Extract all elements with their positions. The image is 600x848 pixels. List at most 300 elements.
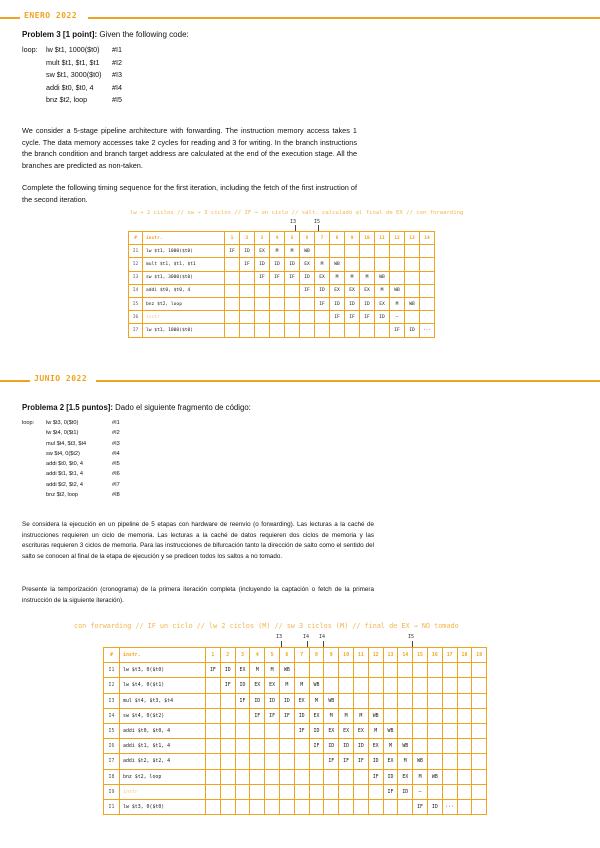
stage-cell: WB xyxy=(398,739,413,754)
stage-cell xyxy=(250,799,265,814)
row-num: I8 xyxy=(104,769,120,784)
stage-cell xyxy=(315,324,330,337)
stage-cell xyxy=(339,769,354,784)
stage-cell xyxy=(270,324,285,337)
stage-cell xyxy=(375,245,390,258)
stage-cell: EX xyxy=(294,693,309,708)
stage-cell xyxy=(225,271,240,284)
code-instruction: addi $t2, $t2, 4 xyxy=(46,481,84,488)
stage-cell: ID xyxy=(294,708,309,723)
stage-cell xyxy=(360,324,375,337)
code-block-junio xyxy=(22,418,120,500)
stage-cell xyxy=(235,784,250,799)
stage-cell: M xyxy=(368,723,383,738)
row-instruction: addi $t0, $t0, 4 xyxy=(143,284,225,297)
stage-cell xyxy=(405,284,420,297)
code-instruction: lw $t1, 1000($t0) xyxy=(46,45,100,54)
stage-cell: EX xyxy=(398,769,413,784)
stage-cell xyxy=(368,799,383,814)
stage-cell xyxy=(324,769,339,784)
stage-cell xyxy=(279,799,294,814)
stage-cell: WB xyxy=(368,708,383,723)
stage-cell: M xyxy=(339,708,354,723)
header-cycle: 4 xyxy=(270,232,285,245)
stage-cell xyxy=(390,271,405,284)
row-instruction: addi $t2, $t2, 4 xyxy=(120,754,206,769)
stage-cell: EX xyxy=(368,739,383,754)
stage-cell: ID xyxy=(285,258,300,271)
stage-cell xyxy=(472,693,487,708)
stage-cell xyxy=(457,784,472,799)
stage-cell xyxy=(368,678,383,693)
stage-cell xyxy=(206,723,221,738)
stage-cell: WB xyxy=(279,663,294,678)
header-cycle: 2 xyxy=(240,232,255,245)
header-cycle: 19 xyxy=(472,648,487,663)
stage-cell xyxy=(390,245,405,258)
stage-cell: ID xyxy=(235,678,250,693)
stage-cell xyxy=(279,769,294,784)
stage-cell: M xyxy=(279,678,294,693)
header-cycle: 5 xyxy=(265,648,280,663)
table-row xyxy=(104,708,487,723)
stage-cell xyxy=(442,708,457,723)
code-line xyxy=(22,94,122,107)
stage-cell xyxy=(225,258,240,271)
stage-cell: ID xyxy=(368,754,383,769)
stage-cell xyxy=(255,284,270,297)
header-cycle: 18 xyxy=(457,648,472,663)
stage-cell xyxy=(398,708,413,723)
instructions-enero: Complete the following timing sequence for the first iteration, including the fetch of the first instruction of the second iteration. xyxy=(22,183,357,204)
stage-cell: EX xyxy=(330,284,345,297)
marker-i5: I5 xyxy=(314,219,321,225)
stage-cell xyxy=(324,784,339,799)
section-junio xyxy=(0,374,600,386)
problem-title-junio xyxy=(22,403,251,412)
header-cycle: 7 xyxy=(294,648,309,663)
row-num: I6 xyxy=(104,739,120,754)
stage-cell: EX xyxy=(345,284,360,297)
row-instruction: addi $t0, $t0, 4 xyxy=(120,723,206,738)
stage-cell: IF xyxy=(300,284,315,297)
code-label: loop: xyxy=(22,45,38,54)
stage-cell xyxy=(472,784,487,799)
stage-cell: IF xyxy=(330,311,345,324)
stage-cell xyxy=(442,678,457,693)
stage-cell xyxy=(420,271,435,284)
stage-cell: M xyxy=(324,708,339,723)
stage-cell xyxy=(339,784,354,799)
stage-cell xyxy=(300,324,315,337)
description-junio: Se considera la ejecución en un pipeline de 5 etapas con hardware de reenvío (o forwarding). Las lecturas a la caché de instrucciones requieren un ciclo de memoria. Las lecturas a la caché de datos requieren dos ciclos de memoria y las escrituras requieren 3 ciclos de memoria. Para las instrucciones de bifurcación tanto la dirección de salto como el sentido del salto se conocen al final de la etapa de ejecución y se predicen todos los saltos a no tomado. xyxy=(22,521,374,560)
header-instr: instr. xyxy=(120,648,206,663)
code-line xyxy=(22,418,120,428)
stage-cell: ··· xyxy=(420,324,435,337)
stage-cell xyxy=(265,723,280,738)
code-label xyxy=(22,490,46,500)
stage-cell: WB xyxy=(383,723,398,738)
row-instruction: instr xyxy=(120,784,206,799)
stage-cell xyxy=(472,663,487,678)
stage-cell: EX xyxy=(324,723,339,738)
stage-cell xyxy=(427,723,442,738)
code-tag: #I2 xyxy=(112,57,122,67)
stage-cell xyxy=(420,258,435,271)
code-label xyxy=(22,449,46,459)
stage-cell: EX xyxy=(375,297,390,310)
header-cycle: 6 xyxy=(300,232,315,245)
stage-cell xyxy=(353,784,368,799)
stage-cell xyxy=(309,799,324,814)
stage-cell xyxy=(255,324,270,337)
code-label xyxy=(22,459,46,469)
stage-cell xyxy=(353,769,368,784)
stage-cell: M xyxy=(360,271,375,284)
code-tag: #I5 xyxy=(112,461,120,468)
stage-cell: ID xyxy=(270,258,285,271)
stage-cell xyxy=(265,799,280,814)
stage-cell: EX xyxy=(250,678,265,693)
stage-cell: M xyxy=(315,258,330,271)
stage-cell xyxy=(315,245,330,258)
stage-cell xyxy=(472,754,487,769)
stage-cell xyxy=(270,311,285,324)
code-instruction: addi $t0, $t0, 4 xyxy=(46,82,94,92)
stage-cell xyxy=(442,723,457,738)
stage-cell xyxy=(220,784,235,799)
stage-cell: IF xyxy=(279,708,294,723)
stage-cell xyxy=(457,769,472,784)
problem-title-bold: Problema 2 [1.5 puntos]: xyxy=(22,403,113,412)
stage-cell xyxy=(442,663,457,678)
stage-cell xyxy=(315,311,330,324)
marker-i4: I4 xyxy=(303,634,310,640)
stage-cell xyxy=(353,799,368,814)
stage-cell xyxy=(240,311,255,324)
code-label xyxy=(22,94,46,107)
stage-cell xyxy=(457,663,472,678)
stage-cell: IF xyxy=(265,708,280,723)
stage-cell xyxy=(240,271,255,284)
stage-cell xyxy=(220,769,235,784)
table-row xyxy=(129,284,435,297)
stage-cell xyxy=(250,754,265,769)
stage-cell: IF xyxy=(368,769,383,784)
stage-cell: M xyxy=(383,739,398,754)
stage-cell xyxy=(339,678,354,693)
stage-cell xyxy=(235,754,250,769)
stage-cell xyxy=(220,799,235,814)
stage-cell: M xyxy=(265,663,280,678)
row-instruction: bnz $t2, loop xyxy=(143,297,225,310)
stage-cell xyxy=(339,693,354,708)
row-num: I5 xyxy=(129,297,143,310)
stage-cell: IF xyxy=(235,693,250,708)
stage-cell xyxy=(420,245,435,258)
stage-cell: ID xyxy=(255,258,270,271)
header-cycle: 1 xyxy=(225,232,240,245)
stage-cell xyxy=(427,708,442,723)
stage-cell: IF xyxy=(240,258,255,271)
stage-cell xyxy=(398,723,413,738)
row-num: I4 xyxy=(129,284,143,297)
stage-cell: ID xyxy=(265,693,280,708)
stage-cell: ID xyxy=(315,284,330,297)
code-tag: #I1 xyxy=(112,420,120,426)
stage-cell: EX xyxy=(383,754,398,769)
stage-cell: WB xyxy=(324,693,339,708)
code-label xyxy=(22,69,46,82)
stage-cell xyxy=(420,284,435,297)
code-instruction: addi $t0, $t0, 4 xyxy=(46,461,84,468)
stage-cell xyxy=(294,769,309,784)
stage-cell: IF xyxy=(270,271,285,284)
stage-cell xyxy=(405,258,420,271)
stage-cell: ID xyxy=(330,297,345,310)
row-num: I1 xyxy=(104,663,120,678)
section-enero xyxy=(0,11,600,23)
marker-i3: I3 xyxy=(276,634,283,640)
code-instruction: mult $t1, $t1, $t1 xyxy=(46,57,100,67)
code-tag: #I2 xyxy=(112,430,120,437)
stage-cell: M xyxy=(250,663,265,678)
stage-cell xyxy=(457,754,472,769)
stage-cell xyxy=(339,799,354,814)
row-instruction: mul $t4, $t3, $t4 xyxy=(120,693,206,708)
stage-cell xyxy=(206,769,221,784)
stage-cell xyxy=(225,324,240,337)
stage-cell xyxy=(413,693,428,708)
stage-cell: ID xyxy=(324,739,339,754)
header-cycle: 8 xyxy=(309,648,324,663)
stage-cell: IF xyxy=(339,754,354,769)
table-row xyxy=(129,311,435,324)
stage-cell xyxy=(324,678,339,693)
stage-cell: ID xyxy=(427,799,442,814)
table-row xyxy=(104,769,487,784)
stage-cell xyxy=(398,693,413,708)
row-num: I1 xyxy=(129,245,143,258)
stage-cell: IF xyxy=(390,324,405,337)
stage-cell xyxy=(413,739,428,754)
stage-cell: M xyxy=(330,271,345,284)
stage-cell: ID xyxy=(220,663,235,678)
stage-cell xyxy=(405,311,420,324)
code-tag: #I5 xyxy=(112,95,122,105)
stage-cell xyxy=(405,271,420,284)
stage-cell: EX xyxy=(255,245,270,258)
row-num: I1 xyxy=(104,799,120,814)
code-instruction: lw $t3, 0($t0) xyxy=(46,420,79,426)
stage-cell xyxy=(235,723,250,738)
header-cycle: 10 xyxy=(360,232,375,245)
problem-title-rest: Given the following code: xyxy=(97,30,189,39)
header-cycle: 8 xyxy=(330,232,345,245)
code-tag: #I1 xyxy=(112,45,122,54)
row-instruction: instr xyxy=(143,311,225,324)
header-cycle: 9 xyxy=(324,648,339,663)
stage-cell xyxy=(206,693,221,708)
table-row xyxy=(104,663,487,678)
stage-cell xyxy=(285,324,300,337)
stage-cell xyxy=(353,693,368,708)
stage-cell: ID xyxy=(375,311,390,324)
code-instruction: sw $t1, 3000($t0) xyxy=(46,70,102,80)
header-cycle: 9 xyxy=(345,232,360,245)
stage-cell xyxy=(324,663,339,678)
table-row xyxy=(104,754,487,769)
stage-cell xyxy=(457,708,472,723)
header-cycle: 14 xyxy=(398,648,413,663)
stage-cell xyxy=(390,258,405,271)
stage-cell xyxy=(309,754,324,769)
marker-i5: I5 xyxy=(408,634,415,640)
header-cycle: 3 xyxy=(255,232,270,245)
stage-cell xyxy=(442,754,457,769)
row-num: I4 xyxy=(104,708,120,723)
stage-cell xyxy=(309,769,324,784)
table-row xyxy=(129,324,435,337)
stage-cell xyxy=(235,769,250,784)
header-cycle: 16 xyxy=(427,648,442,663)
stage-cell: IF xyxy=(206,663,221,678)
stage-cell xyxy=(294,799,309,814)
stage-cell: IF xyxy=(225,245,240,258)
stage-cell xyxy=(420,311,435,324)
code-tag: #I8 xyxy=(112,492,120,499)
code-tag: #I3 xyxy=(112,440,120,447)
stage-cell: ID xyxy=(353,739,368,754)
stage-cell xyxy=(265,739,280,754)
stage-cell xyxy=(206,739,221,754)
stage-cell: IF xyxy=(285,271,300,284)
stage-cell xyxy=(339,663,354,678)
stage-cell: M xyxy=(345,271,360,284)
code-line xyxy=(22,57,122,70)
stage-cell: ID xyxy=(240,245,255,258)
stage-cell xyxy=(368,663,383,678)
stage-cell: ID xyxy=(279,693,294,708)
code-line xyxy=(22,69,122,82)
stage-cell: IF xyxy=(220,678,235,693)
header-cycle: 7 xyxy=(315,232,330,245)
stage-cell xyxy=(368,784,383,799)
header-cycle: 13 xyxy=(383,648,398,663)
code-label xyxy=(22,82,46,95)
code-tag: #I6 xyxy=(112,471,120,478)
stage-cell xyxy=(427,739,442,754)
stage-cell xyxy=(383,663,398,678)
stage-cell xyxy=(279,723,294,738)
stage-cell xyxy=(420,297,435,310)
row-num: I6 xyxy=(129,311,143,324)
stage-cell xyxy=(285,284,300,297)
row-num: I3 xyxy=(129,271,143,284)
stage-cell: IF xyxy=(250,708,265,723)
header-cycle: 2 xyxy=(220,648,235,663)
stage-cell xyxy=(255,311,270,324)
row-instruction: addi $t1, $t1, 4 xyxy=(120,739,206,754)
stage-cell xyxy=(285,311,300,324)
stage-cell xyxy=(220,693,235,708)
stage-cell: IF xyxy=(324,754,339,769)
stage-cell: M xyxy=(413,769,428,784)
stage-cell xyxy=(383,693,398,708)
table-row xyxy=(129,245,435,258)
row-instruction: sw $t4, 0($t2) xyxy=(120,708,206,723)
stage-cell xyxy=(294,739,309,754)
header-cycle: 15 xyxy=(413,648,428,663)
stage-cell xyxy=(457,723,472,738)
table-header-row xyxy=(129,232,435,245)
code-label xyxy=(22,57,46,70)
stage-cell xyxy=(220,754,235,769)
stage-cell xyxy=(413,678,428,693)
stage-cell xyxy=(220,708,235,723)
code-instruction: bnz $t2, loop xyxy=(46,95,88,105)
stage-cell: M xyxy=(353,708,368,723)
stage-cell xyxy=(442,784,457,799)
table-row xyxy=(104,784,487,799)
stage-cell: — xyxy=(413,784,428,799)
stage-cell xyxy=(225,311,240,324)
row-instruction: lw $t3, 0($t0) xyxy=(120,799,206,814)
stage-cell: IF xyxy=(413,799,428,814)
code-line xyxy=(22,44,122,57)
stage-cell xyxy=(206,678,221,693)
stage-cell xyxy=(353,678,368,693)
stage-cell xyxy=(472,678,487,693)
stage-cell: ID xyxy=(339,739,354,754)
stage-cell: ID xyxy=(300,271,315,284)
stage-cell: IF xyxy=(255,271,270,284)
header-cycle: 11 xyxy=(375,232,390,245)
stage-cell: EX xyxy=(265,678,280,693)
stage-cell: IF xyxy=(360,311,375,324)
stage-cell xyxy=(413,723,428,738)
stage-cell xyxy=(427,693,442,708)
row-instruction: lw $t1, 1000($t0) xyxy=(143,245,225,258)
stage-cell: IF xyxy=(383,784,398,799)
stage-cell xyxy=(240,324,255,337)
stage-cell: M xyxy=(270,245,285,258)
stage-cell xyxy=(330,324,345,337)
stage-cell xyxy=(442,693,457,708)
stage-cell xyxy=(427,784,442,799)
stage-cell xyxy=(398,663,413,678)
stage-cell xyxy=(220,739,235,754)
table-row xyxy=(129,258,435,271)
stage-cell: WB xyxy=(375,271,390,284)
stage-cell xyxy=(220,723,235,738)
stage-cell xyxy=(206,708,221,723)
stage-cell xyxy=(279,754,294,769)
problem-title-enero xyxy=(22,30,189,39)
stage-cell: ID xyxy=(383,769,398,784)
stage-cell xyxy=(330,245,345,258)
stage-cell: WB xyxy=(390,284,405,297)
stage-cell xyxy=(427,754,442,769)
stage-cell xyxy=(255,297,270,310)
row-num: I7 xyxy=(129,324,143,337)
stage-cell xyxy=(294,754,309,769)
stage-cell xyxy=(285,297,300,310)
stage-cell xyxy=(250,769,265,784)
code-instruction: addi $t1, $t1, 4 xyxy=(46,471,84,478)
row-instruction: lw $t1, 1000($t0) xyxy=(143,324,225,337)
stage-cell xyxy=(442,739,457,754)
